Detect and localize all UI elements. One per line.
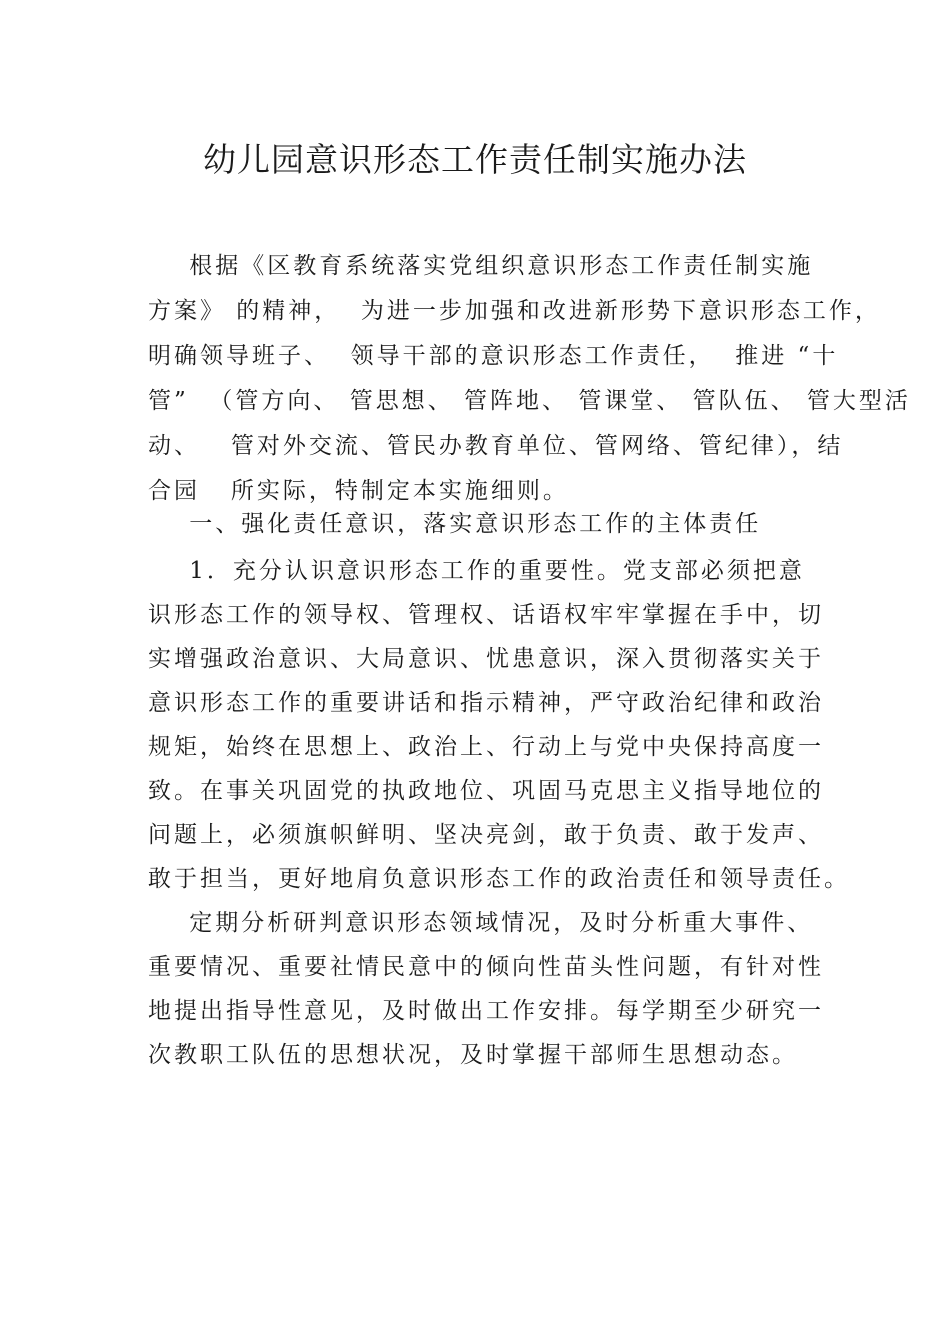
item-one-line: 实增强政治意识、大局意识、忧患意识，深入贯彻落实关于 — [148, 646, 824, 672]
item-two-line: 定期分析研判意识形态领域情况，及时分析重大事件、 — [148, 910, 814, 936]
document-title: 幼儿园意识形态工作责任制实施办法 — [203, 140, 747, 179]
intro-line: 管” （管方向、 管思想、 管阵地、 管课堂、 管队伍、 管大型活 — [148, 388, 911, 414]
item-one-line: 致。在事关巩固党的执政地位、巩固马克思主义指导地位的 — [148, 778, 824, 804]
item-two-paragraph — [148, 901, 828, 1077]
intro-line: 合园 所实际，特制定本实施细则。 — [148, 478, 569, 504]
item-one-line: 1．充分认识意识形态工作的重要性。党支部必须把意 — [148, 558, 805, 584]
intro-line: 动、 管对外交流、管民办教育单位、管网络、管纪律），结 — [148, 433, 844, 459]
section-heading — [148, 502, 828, 547]
item-one-line: 问题上，必须旗帜鲜明、坚决亮剑，敢于负责、敢于发声、 — [148, 822, 824, 848]
item-one-line: 识形态工作的领导权、管理权、话语权牢牢掌握在手中，切 — [148, 602, 824, 628]
item-one-paragraph — [148, 549, 850, 901]
section-heading-text: 一、强化责任意识，落实意识形态工作的主体责任 — [148, 511, 762, 537]
item-one-line: 意识形态工作的重要讲话和指示精神，严守政治纪律和政治 — [148, 690, 824, 716]
intro-line: 方案》 的精神， 为进一步加强和改进新形势下意识形态工作， — [148, 298, 881, 324]
intro-line: 根据《区教育系统落实党组织意识形态工作责任制实施 — [148, 253, 814, 279]
intro-line: 明确领导班子、 领导干部的意识形态工作责任， 推进 “十 — [148, 343, 839, 369]
item-one-line: 敢于担当，更好地肩负意识形态工作的政治责任和领导责任。 — [148, 866, 850, 892]
item-two-line: 重要情况、重要社情民意中的倾向性苗头性问题，有针对性 — [148, 954, 824, 980]
item-one-line: 规矩，始终在思想上、政治上、行动上与党中央保持高度一 — [148, 734, 824, 760]
item-two-line: 次教职工队伍的思想状况，及时掌握干部师生思想动态。 — [148, 1042, 798, 1068]
intro-paragraph — [148, 244, 911, 514]
item-two-line: 地提出指导性意见，及时做出工作安排。每学期至少研究一 — [148, 998, 824, 1024]
